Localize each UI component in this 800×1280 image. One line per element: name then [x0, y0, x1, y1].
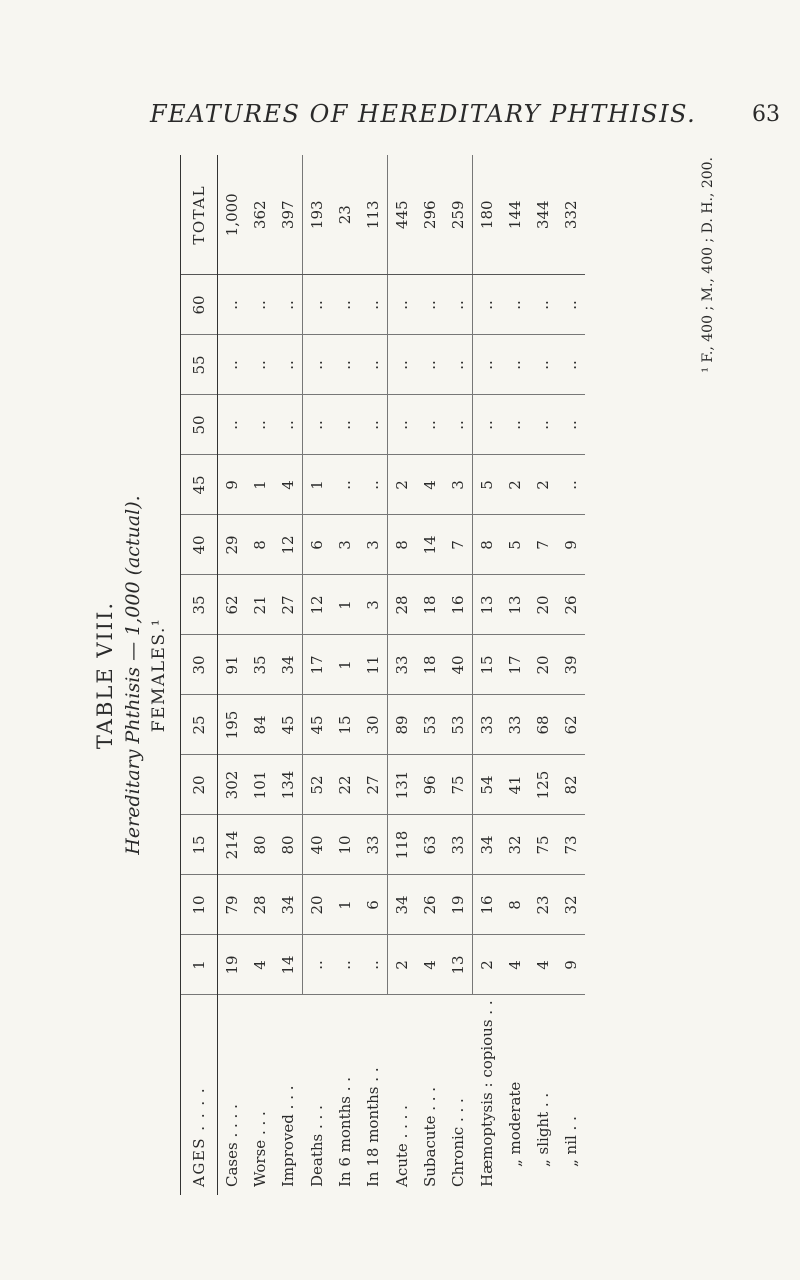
value-cell: ..	[359, 935, 388, 995]
page-number: 63	[752, 102, 780, 127]
value-cell: 5	[501, 515, 529, 575]
total-cell: 180	[473, 155, 502, 275]
value-cell: 4	[416, 455, 444, 515]
value-cell: ..	[303, 935, 332, 995]
value-cell: ..	[274, 395, 303, 455]
value-cell: ..	[303, 395, 332, 455]
value-cell: 8	[246, 515, 274, 575]
value-cell: 21	[246, 575, 274, 635]
data-table	[180, 155, 585, 1195]
age-header: 10	[181, 875, 218, 935]
value-cell: ..	[359, 335, 388, 395]
row-label: Cases . . . .	[223, 1104, 241, 1187]
value-cell: ..	[331, 335, 359, 395]
value-cell: ..	[557, 395, 585, 455]
value-cell: 2	[501, 455, 529, 515]
row-label: „ slight . .	[534, 1092, 552, 1167]
table-caption	[90, 155, 172, 1195]
value-cell: 4	[274, 455, 303, 515]
value-cell: 6	[303, 515, 332, 575]
value-cell: 34	[274, 635, 303, 695]
age-header: 20	[181, 755, 218, 815]
table-row	[501, 155, 529, 1195]
value-cell: 27	[359, 755, 388, 815]
value-cell: 20	[529, 575, 557, 635]
value-cell: 6	[359, 875, 388, 935]
value-cell: ..	[501, 275, 529, 335]
value-cell: 22	[331, 755, 359, 815]
value-cell: 302	[218, 755, 247, 815]
row-label: Worse . . .	[251, 1111, 269, 1187]
value-cell: 4	[416, 935, 444, 995]
row-label: Improved . . .	[279, 1085, 298, 1187]
total-cell: 344	[529, 155, 557, 275]
value-cell: 63	[416, 815, 444, 875]
table-row	[331, 155, 359, 1195]
value-cell: ..	[501, 335, 529, 395]
value-cell: ..	[416, 335, 444, 395]
value-cell: 62	[557, 695, 585, 755]
value-cell: 4	[529, 935, 557, 995]
value-cell: 8	[501, 875, 529, 935]
value-cell: 20	[529, 635, 557, 695]
age-header: 60	[181, 275, 218, 335]
table-title: Hereditary Phthisis — 1,000 (actual).	[122, 495, 144, 855]
value-cell: 68	[529, 695, 557, 755]
value-cell: 28	[246, 875, 274, 935]
value-cell: 17	[501, 635, 529, 695]
value-cell: 7	[444, 515, 473, 575]
value-cell: 3	[359, 515, 388, 575]
total-cell: 193	[303, 155, 332, 275]
value-cell: 9	[557, 935, 585, 995]
value-cell: 32	[501, 815, 529, 875]
value-cell: 35	[246, 635, 274, 695]
total-cell: 296	[416, 155, 444, 275]
value-cell: 34	[473, 815, 502, 875]
value-cell: 29	[218, 515, 247, 575]
value-cell: 214	[218, 815, 247, 875]
value-cell: 75	[444, 755, 473, 815]
value-cell: 39	[557, 635, 585, 695]
value-cell: 28	[388, 575, 417, 635]
value-cell: ..	[218, 395, 247, 455]
value-cell: ..	[529, 335, 557, 395]
value-cell: ..	[444, 275, 473, 335]
age-header: 25	[181, 695, 218, 755]
table-row	[303, 155, 332, 1195]
table-body	[218, 155, 586, 1195]
value-cell: 20	[303, 875, 332, 935]
table-row	[529, 155, 557, 1195]
value-cell: ..	[473, 275, 502, 335]
table-row	[246, 155, 274, 1195]
value-cell: ..	[331, 935, 359, 995]
value-cell: ..	[416, 275, 444, 335]
value-cell: 2	[388, 935, 417, 995]
age-header: 50	[181, 395, 218, 455]
row-label: Hæmoptysis : copious . .	[477, 1000, 496, 1187]
header-row	[181, 155, 218, 1195]
value-cell: ..	[444, 395, 473, 455]
value-cell: 1	[331, 635, 359, 695]
ages-header: AGES . . . .	[181, 995, 218, 1195]
value-cell: 15	[331, 695, 359, 755]
row-label: Deaths . . .	[307, 1105, 326, 1187]
value-cell: 4	[501, 935, 529, 995]
footnote-text: ¹ F., 400 ; M., 400 ; D. H., 200.	[700, 157, 716, 373]
value-cell: 125	[529, 755, 557, 815]
age-header: 30	[181, 635, 218, 695]
value-cell: 2	[388, 455, 417, 515]
value-cell: 17	[303, 635, 332, 695]
value-cell: 13	[444, 935, 473, 995]
value-cell: 3	[359, 575, 388, 635]
rotated-table-block	[90, 155, 800, 1195]
value-cell: 89	[388, 695, 417, 755]
value-cell: ..	[331, 275, 359, 335]
value-cell: 32	[557, 875, 585, 935]
age-header: 55	[181, 335, 218, 395]
value-cell: 1	[331, 875, 359, 935]
value-cell: 15	[473, 635, 502, 695]
value-cell: ..	[557, 455, 585, 515]
value-cell: 27	[274, 575, 303, 635]
value-cell: 10	[331, 815, 359, 875]
value-cell: ..	[557, 335, 585, 395]
value-cell: 1	[246, 455, 274, 515]
data-table-wrapper	[180, 155, 585, 1195]
total-cell: 332	[557, 155, 585, 275]
value-cell: 195	[218, 695, 247, 755]
value-cell: 79	[218, 875, 247, 935]
value-cell: ..	[388, 395, 417, 455]
value-cell: 131	[388, 755, 417, 815]
value-cell: 134	[274, 755, 303, 815]
value-cell: 82	[557, 755, 585, 815]
total-header: TOTAL	[181, 155, 218, 275]
row-label: „ nil . .	[562, 1116, 580, 1167]
table-subtitle: FEMALES.¹	[149, 617, 169, 733]
total-cell: 1,000	[218, 155, 247, 275]
table-row	[473, 155, 502, 1195]
table-row	[274, 155, 303, 1195]
value-cell: 52	[303, 755, 332, 815]
row-label: Chronic . . .	[449, 1098, 468, 1187]
total-cell: 113	[359, 155, 388, 275]
age-header: 35	[181, 575, 218, 635]
table-row	[557, 155, 585, 1195]
running-title: FEATURES OF HEREDITARY PHTHISIS.	[150, 100, 697, 128]
value-cell: 4	[246, 935, 274, 995]
value-cell: 75	[529, 815, 557, 875]
row-label: „ moderate	[506, 1081, 524, 1167]
row-label: Acute . . . .	[392, 1105, 411, 1187]
value-cell: 84	[246, 695, 274, 755]
total-cell: 397	[274, 155, 303, 275]
value-cell: 7	[529, 515, 557, 575]
row-label: Subacute . . .	[421, 1086, 439, 1187]
value-cell: ..	[473, 335, 502, 395]
value-cell: 80	[246, 815, 274, 875]
value-cell: 14	[274, 935, 303, 995]
value-cell: ..	[359, 275, 388, 335]
total-cell: 445	[388, 155, 417, 275]
total-cell: 144	[501, 155, 529, 275]
value-cell: 62	[218, 575, 247, 635]
table-row	[359, 155, 388, 1195]
value-cell: ..	[303, 335, 332, 395]
value-cell: 26	[416, 875, 444, 935]
total-cell: 362	[246, 155, 274, 275]
table-row	[218, 155, 247, 1195]
value-cell: ..	[416, 395, 444, 455]
value-cell: 96	[416, 755, 444, 815]
value-cell: ..	[359, 395, 388, 455]
value-cell: 9	[218, 455, 247, 515]
value-cell: 91	[218, 635, 247, 695]
value-cell: 2	[529, 455, 557, 515]
table-row	[388, 155, 417, 1195]
value-cell: ..	[246, 335, 274, 395]
value-cell: 11	[359, 635, 388, 695]
value-cell: ..	[529, 395, 557, 455]
table-row	[444, 155, 473, 1195]
value-cell: 118	[388, 815, 417, 875]
table-number: TABLE VIII.	[93, 600, 117, 750]
value-cell: 12	[274, 515, 303, 575]
value-cell: ..	[388, 275, 417, 335]
value-cell: 73	[557, 815, 585, 875]
value-cell: 3	[444, 455, 473, 515]
value-cell: ..	[246, 395, 274, 455]
running-head	[0, 100, 800, 140]
value-cell: 5	[473, 455, 502, 515]
value-cell: ..	[303, 275, 332, 335]
value-cell: 1	[331, 575, 359, 635]
value-cell: 26	[557, 575, 585, 635]
value-cell: ..	[473, 395, 502, 455]
value-cell: 101	[246, 755, 274, 815]
total-cell: 23	[331, 155, 359, 275]
value-cell: 19	[444, 875, 473, 935]
row-label: In 6 months . .	[336, 1076, 354, 1187]
value-cell: 8	[388, 515, 417, 575]
value-cell: ..	[444, 335, 473, 395]
value-cell: 40	[444, 635, 473, 695]
value-cell: 19	[218, 935, 247, 995]
value-cell: 30	[359, 695, 388, 755]
value-cell: 2	[473, 935, 502, 995]
value-cell: ..	[557, 275, 585, 335]
value-cell: 18	[416, 635, 444, 695]
value-cell: 33	[359, 815, 388, 875]
value-cell: 45	[274, 695, 303, 755]
value-cell: 80	[274, 815, 303, 875]
age-header: 15	[181, 815, 218, 875]
value-cell: 8	[473, 515, 502, 575]
value-cell: ..	[274, 335, 303, 395]
value-cell: 12	[303, 575, 332, 635]
value-cell: 18	[416, 575, 444, 635]
value-cell: ..	[246, 275, 274, 335]
age-header: 1	[181, 935, 218, 995]
value-cell: ..	[274, 275, 303, 335]
value-cell: 14	[416, 515, 444, 575]
age-header: 40	[181, 515, 218, 575]
value-cell: 16	[444, 575, 473, 635]
value-cell: 53	[416, 695, 444, 755]
value-cell: ..	[388, 335, 417, 395]
value-cell: ..	[331, 455, 359, 515]
value-cell: ..	[331, 395, 359, 455]
value-cell: 13	[473, 575, 502, 635]
value-cell: 34	[388, 875, 417, 935]
value-cell: 23	[529, 875, 557, 935]
value-cell: 13	[501, 575, 529, 635]
value-cell: 53	[444, 695, 473, 755]
value-cell: ..	[501, 395, 529, 455]
value-cell: 3	[331, 515, 359, 575]
value-cell: ..	[218, 335, 247, 395]
total-cell: 259	[444, 155, 473, 275]
value-cell: 34	[274, 875, 303, 935]
value-cell: 40	[303, 815, 332, 875]
value-cell: 54	[473, 755, 502, 815]
value-cell: 16	[473, 875, 502, 935]
value-cell: 33	[444, 815, 473, 875]
age-header: 45	[181, 455, 218, 515]
value-cell: 9	[557, 515, 585, 575]
value-cell: ..	[218, 275, 247, 335]
row-label: In 18 months . .	[364, 1067, 383, 1187]
value-cell: 1	[303, 455, 332, 515]
value-cell: 45	[303, 695, 332, 755]
value-cell: 33	[501, 695, 529, 755]
value-cell: 33	[473, 695, 502, 755]
table-row	[416, 155, 444, 1195]
value-cell: ..	[529, 275, 557, 335]
value-cell: 41	[501, 755, 529, 815]
value-cell: ..	[359, 455, 388, 515]
value-cell: 33	[388, 635, 417, 695]
footnote	[700, 155, 716, 1195]
